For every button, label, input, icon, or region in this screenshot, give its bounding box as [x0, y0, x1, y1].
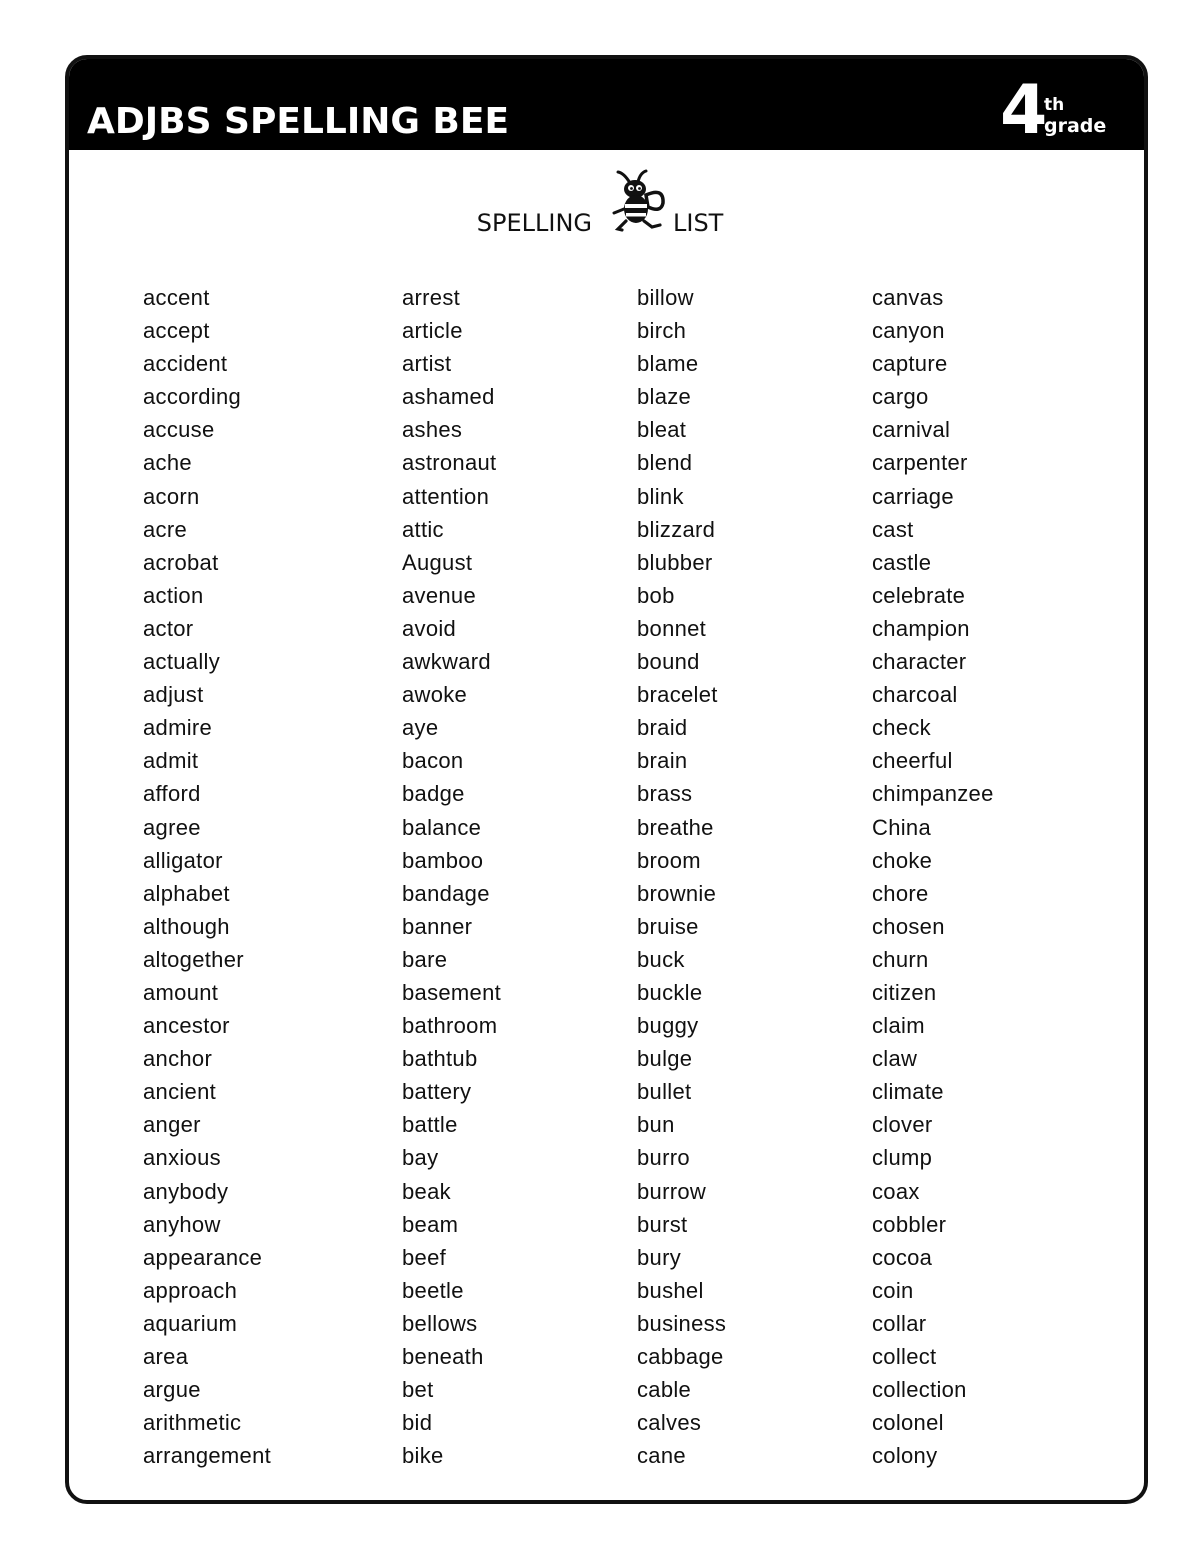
- list-item: claim: [872, 1013, 925, 1039]
- list-item: charcoal: [872, 682, 958, 708]
- list-item: attic: [402, 516, 444, 542]
- list-item: although: [143, 913, 230, 939]
- list-item: artist: [402, 351, 452, 377]
- list-item: China: [872, 814, 931, 840]
- list-item: beef: [402, 1244, 447, 1270]
- list-item: beak: [402, 1178, 451, 1204]
- list-item: brass: [637, 781, 693, 807]
- list-item: bullet: [637, 1079, 692, 1105]
- list-item: bet: [402, 1377, 434, 1403]
- page-title: ADJBS SPELLING BEE: [87, 101, 510, 142]
- list-item: bid: [402, 1410, 433, 1436]
- list-item: bleat: [637, 417, 687, 443]
- list-item: chimpanzee: [872, 781, 994, 807]
- list-item: agree: [143, 814, 201, 840]
- list-item: actually: [143, 649, 220, 675]
- list-item: clump: [872, 1145, 933, 1171]
- list-item: banner: [402, 913, 473, 939]
- list-item: cheerful: [872, 748, 953, 774]
- word-column-4: [872, 281, 994, 1472]
- list-item: battle: [402, 1112, 458, 1138]
- list-item: champion: [872, 615, 970, 641]
- list-item: bare: [402, 946, 448, 972]
- list-item: cargo: [872, 384, 929, 410]
- list-item: battery: [402, 1079, 472, 1105]
- list-item: bellows: [402, 1310, 478, 1336]
- list-item: approach: [143, 1277, 238, 1303]
- list-item: according: [143, 384, 242, 410]
- list-item: area: [143, 1344, 189, 1369]
- list-item: blink: [637, 483, 684, 509]
- list-item: buck: [637, 946, 685, 972]
- list-item: anyhow: [143, 1211, 221, 1237]
- list-item: bandage: [402, 880, 490, 906]
- list-item: buckle: [637, 979, 703, 1005]
- list-item: basement: [402, 979, 502, 1005]
- list-item: blame: [637, 351, 699, 377]
- list-item: burrow: [637, 1178, 707, 1204]
- list-item: avenue: [402, 582, 476, 608]
- list-item: coin: [872, 1277, 914, 1303]
- list-item: brownie: [637, 880, 717, 906]
- list-item: alligator: [143, 847, 223, 873]
- list-item: admit: [143, 748, 199, 774]
- list-item: climate: [872, 1079, 944, 1105]
- list-item: anchor: [143, 1046, 213, 1072]
- list-item: ancient: [143, 1079, 217, 1105]
- list-item: bulge: [637, 1046, 693, 1072]
- list-item: billow: [637, 285, 694, 310]
- list-item: ashamed: [402, 384, 495, 410]
- list-item: attention: [402, 483, 490, 509]
- list-item: carpenter: [872, 450, 968, 476]
- list-item: badge: [402, 781, 465, 807]
- list-item: carnival: [872, 417, 951, 443]
- list-item: coax: [872, 1178, 920, 1204]
- list-item: cable: [637, 1377, 692, 1403]
- list-item: capture: [872, 351, 948, 377]
- list-item: arrest: [402, 285, 461, 310]
- list-item: bathroom: [402, 1013, 498, 1039]
- list-item: admire: [143, 715, 213, 741]
- list-item: bob: [637, 582, 675, 608]
- list-item: choke: [872, 847, 933, 873]
- list-item: blubber: [637, 549, 713, 575]
- list-item: birch: [637, 318, 687, 344]
- list-item: blaze: [637, 384, 692, 410]
- list-item: anybody: [143, 1178, 229, 1204]
- list-item: actor: [143, 615, 194, 641]
- list-heading-list: LIST: [673, 209, 724, 237]
- header-bar: [69, 59, 1144, 150]
- list-item: awkward: [402, 649, 491, 675]
- list-item: character: [872, 649, 967, 675]
- list-item: anger: [143, 1112, 201, 1138]
- list-item: accent: [143, 285, 210, 310]
- list-item: brain: [637, 748, 688, 774]
- list-item: argue: [143, 1377, 201, 1403]
- list-item: alphabet: [143, 880, 230, 906]
- list-item: astronaut: [402, 450, 497, 476]
- list-item: clover: [872, 1112, 933, 1138]
- list-item: ache: [143, 450, 192, 476]
- list-item: bury: [637, 1244, 681, 1270]
- list-item: canvas: [872, 285, 944, 310]
- list-item: blend: [637, 450, 693, 476]
- list-item: burro: [637, 1145, 690, 1171]
- list-item: collection: [872, 1377, 967, 1403]
- list-item: acrobat: [143, 549, 219, 575]
- list-item: acorn: [143, 483, 200, 509]
- list-item: altogether: [143, 946, 244, 972]
- spelling-list-card: [65, 55, 1148, 1504]
- list-item: accuse: [143, 417, 215, 443]
- list-item: cabbage: [637, 1344, 724, 1369]
- list-item: bun: [637, 1112, 675, 1138]
- list-item: check: [872, 715, 931, 741]
- list-item: beetle: [402, 1277, 464, 1303]
- list-item: braid: [637, 715, 688, 741]
- word-column-3: [637, 281, 726, 1472]
- word-column-2: [402, 281, 501, 1472]
- list-item: amount: [143, 979, 219, 1005]
- list-item: balance: [402, 814, 482, 840]
- list-heading: [69, 169, 1144, 241]
- list-item: adjust: [143, 682, 204, 708]
- list-item: carriage: [872, 483, 954, 509]
- list-item: acre: [143, 516, 187, 542]
- list-item: beam: [402, 1211, 459, 1237]
- list-item: chosen: [872, 913, 945, 939]
- list-item: business: [637, 1310, 727, 1336]
- list-item: bonnet: [637, 615, 707, 641]
- bee-icon: [606, 169, 672, 235]
- list-item: arrangement: [143, 1443, 272, 1469]
- list-item: cocoa: [872, 1244, 933, 1270]
- list-item: burst: [637, 1211, 688, 1237]
- grade-word: grade: [1044, 115, 1107, 137]
- list-item: bike: [402, 1443, 444, 1469]
- list-item: ashes: [402, 417, 463, 443]
- list-item: churn: [872, 946, 929, 972]
- grade-badge: [1000, 71, 1116, 150]
- list-item: action: [143, 582, 204, 608]
- list-item: canyon: [872, 318, 945, 344]
- list-item: August: [402, 549, 473, 575]
- list-item: appearance: [143, 1244, 263, 1270]
- list-item: bay: [402, 1145, 439, 1171]
- list-item: awoke: [402, 682, 468, 708]
- list-item: castle: [872, 549, 932, 575]
- list-heading-spelling: SPELLING: [476, 209, 592, 237]
- list-item: buggy: [637, 1013, 699, 1039]
- grade-suffix: th: [1044, 95, 1065, 115]
- list-item: collect: [872, 1344, 937, 1369]
- list-item: anxious: [143, 1145, 221, 1171]
- list-item: chore: [872, 880, 929, 906]
- list-item: breathe: [637, 814, 714, 840]
- list-item: bathtub: [402, 1046, 478, 1072]
- list-item: collar: [872, 1310, 927, 1336]
- list-item: citizen: [872, 979, 937, 1005]
- list-item: accident: [143, 351, 228, 377]
- list-item: cane: [637, 1443, 686, 1469]
- list-item: avoid: [402, 615, 457, 641]
- grade-number: 4: [1000, 71, 1048, 150]
- list-item: article: [402, 318, 463, 344]
- list-item: bound: [637, 649, 700, 675]
- list-item: cobbler: [872, 1211, 947, 1237]
- list-item: bacon: [402, 748, 464, 774]
- list-item: aye: [402, 715, 439, 741]
- list-item: bracelet: [637, 682, 718, 708]
- list-item: ancestor: [143, 1013, 230, 1039]
- list-item: colonel: [872, 1410, 944, 1436]
- list-item: celebrate: [872, 582, 966, 608]
- list-item: blizzard: [637, 516, 716, 542]
- list-item: cast: [872, 516, 914, 542]
- list-item: arithmetic: [143, 1410, 242, 1436]
- list-item: accept: [143, 318, 210, 344]
- list-item: bushel: [637, 1277, 704, 1303]
- list-item: broom: [637, 847, 701, 873]
- word-column-1: [143, 281, 271, 1472]
- list-item: beneath: [402, 1344, 484, 1369]
- list-item: bamboo: [402, 847, 484, 873]
- list-item: claw: [872, 1046, 918, 1072]
- list-item: colony: [872, 1443, 938, 1469]
- list-item: bruise: [637, 913, 699, 939]
- list-item: calves: [637, 1410, 702, 1436]
- list-item: aquarium: [143, 1310, 238, 1336]
- list-item: afford: [143, 781, 201, 807]
